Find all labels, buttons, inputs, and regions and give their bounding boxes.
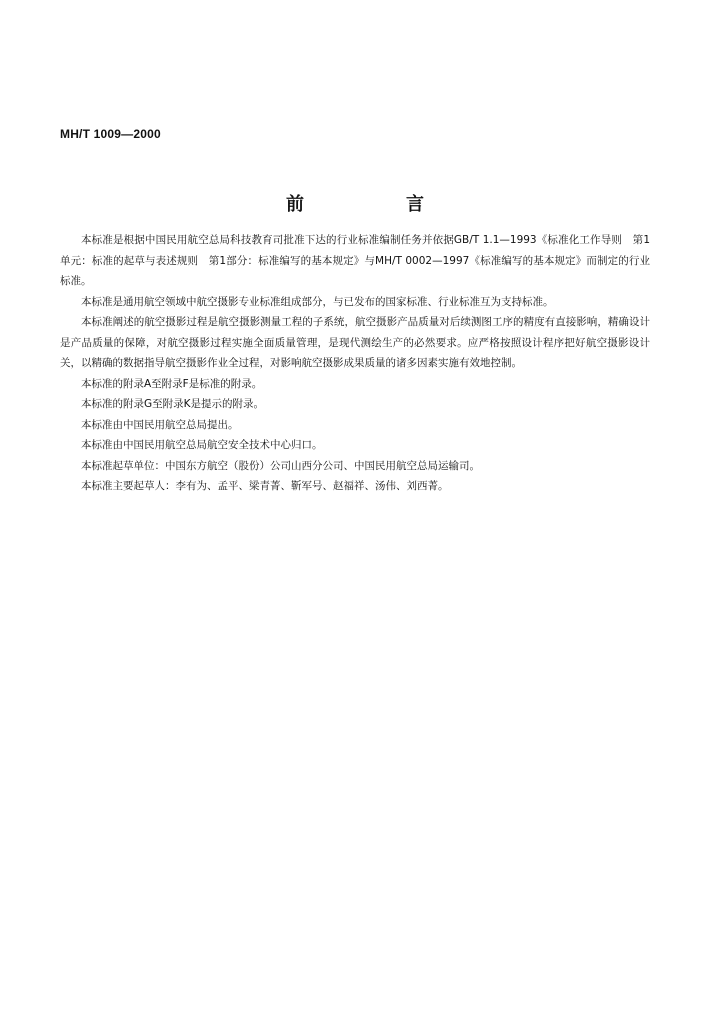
document-code: MH/T 1009—2000 — [60, 127, 161, 141]
paragraph-drafters: 本标准主要起草人：李有为、孟平、梁青菁、靳军号、赵福祥、汤伟、刘西菁。 — [81, 480, 449, 492]
paragraph-informative-annex: 本标准的附录G至附录K是提示的附录。 — [81, 398, 265, 410]
paragraph-drafting-units: 本标准起草单位：中国东方航空（股份）公司山西分公司、中国民用航空总局运输司。 — [81, 459, 480, 472]
paragraph-proposer: 本标准由中国民用航空总局提出。 — [81, 418, 239, 431]
paragraph-basis: 本标准是根据中国民用航空总局科技教育司批准下达的行业标准编制任务并依据GB/T 1.1—1993《标准化工作导则 第1单元：标准的起草与表述规则 第1部分：标准编写的基本规定》与MH/T 0002—1997《标准编写的基本规定》而制定的行业标准。 — [60, 234, 650, 287]
paragraph-administrator: 本标准由中国民用航空总局航空安全技术中心归口。 — [81, 439, 323, 451]
foreword-body — [60, 230, 650, 497]
paragraph-purpose: 本标准阐述的航空摄影过程是航空摄影测量工程的子系统，航空摄影产品质量对后续测图工序的精度有直接影响，精确设计是产品质量的保障，对航空摄影过程实施全面质量管理，是现代测绘生产的必然要求。应严格按照设计程序把好航空摄影设计关，以精确的数据指导航空摄影作业全过程，对影响航空摄影成果质量的诸多因素实施有效地控制。 — [60, 316, 650, 369]
paragraph-scope: 本标准是通用航空领域中航空摄影专业标准组成部分，与已发布的国家标准、行业标准互为支持标准。 — [81, 295, 554, 308]
paragraph-normative-annex: 本标准的附录A至附录F是标准的附录。 — [81, 377, 263, 390]
page-title: 前 言 — [286, 194, 466, 215]
